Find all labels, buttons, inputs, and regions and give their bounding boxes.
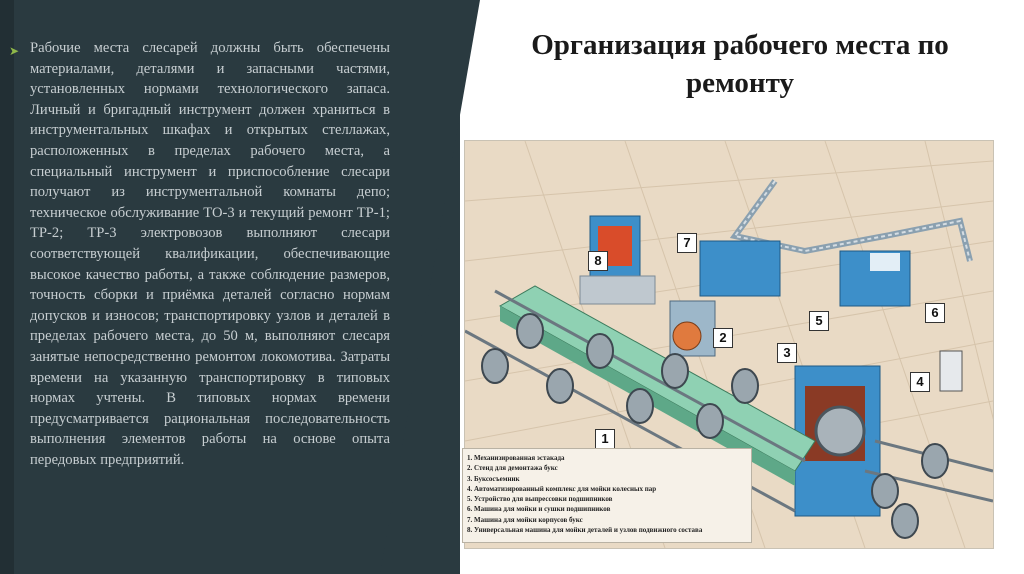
figure-label-3: 3 (777, 343, 797, 363)
panel-shade (0, 0, 14, 574)
figure-legend (462, 448, 752, 543)
body-paragraph: Рабочие места слесарей должны быть обеспечены материалами, деталями и запасными частями, установленных нормами технологического запаса. Личный и бригадный инструмент должен храниться в инструментальных шкафах и открытых стеллажах, расположенных в пределах рабочего места, а специальный инструмент и приспособление слесари получают из инструментальной комнаты депо; техническое обслуживание ТО-3 и текущий ремонт ТР-1; ТР-2; ТР-3 электровозов выполняют слесари соответствующей квалификации, обеспечивающие высокое качество работы, а также соблюдение размеров, точность сборки и приёмка деталей согласно нормам допусков и износов; транспортировку узлов и деталей в пределах рабочего места, до 50 м, выполняют слесаря занятые непосредственно ремонтом локомотива. Затраты времени на указанную транспортировку в типовых нормах учтены. В типовых нормах времени предусматривается рациональная последовательность выполнения элементов работы на основе опыта передовых предприятий. (30, 40, 390, 468)
legend-item-1: 1. Механизированная эстакада (467, 454, 565, 462)
figure-label-2: 2 (713, 328, 733, 348)
figure-label-1: 1 (595, 429, 615, 449)
figure-label-5: 5 (809, 311, 829, 331)
legend-item-6: 6. Машина для мойки и сушки подшипников (467, 505, 611, 514)
arrow-bullet-icon: ➤ (9, 44, 20, 58)
legend-item-4: 4. Автоматизированный комплекс для мойки колесных пар (467, 484, 657, 493)
figure-label-8: 8 (588, 251, 608, 271)
figure-label-6: 6 (925, 303, 945, 323)
legend-item-8: 8. Универсальная машина для мойки деталей и узлов подвижного состава (467, 526, 703, 535)
slide-title: Организация рабочего места по ремонту (531, 29, 949, 99)
figure-label-4: 4 (910, 372, 930, 392)
legend-item-7: 7. Машина для мойки корпусов букс (467, 515, 583, 524)
legend-item-5: 5. Устройство для выпрессовки подшипников (467, 495, 613, 504)
legend-item-2: 2. Стенд для демонтажа букс (467, 464, 558, 473)
figure-label-7: 7 (677, 233, 697, 253)
legend-item-3: 3. Буксосъемник (467, 474, 520, 483)
